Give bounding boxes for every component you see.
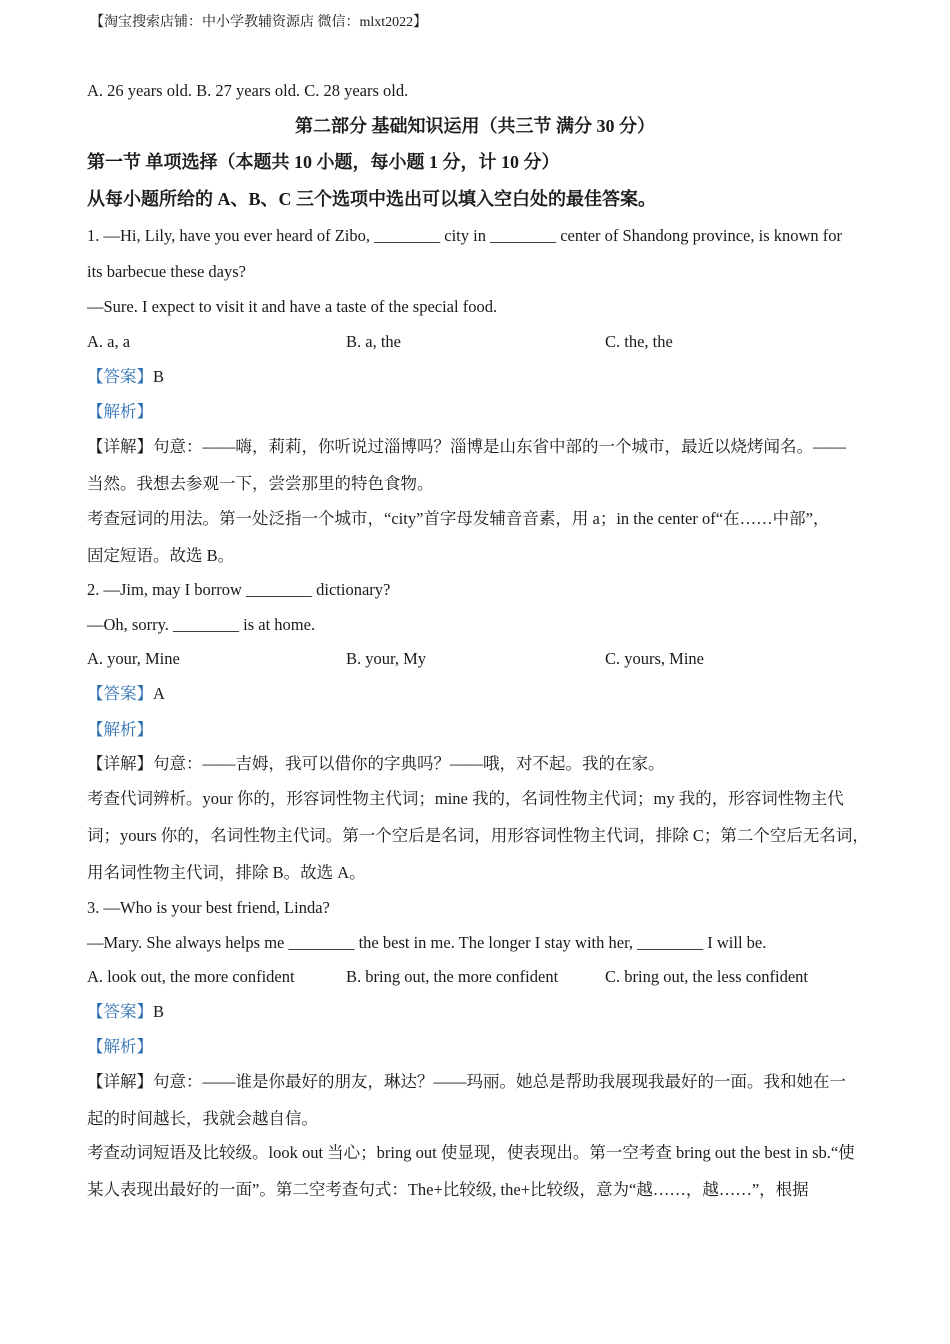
- question-stem: 3. —Who is your best friend, Linda?: [87, 898, 330, 917]
- question-stem: its barbecue these days?: [87, 262, 246, 281]
- analysis-label: 【解析】: [87, 1037, 153, 1056]
- answer-value: B: [153, 367, 165, 386]
- answer-label: 【答案】: [87, 1002, 153, 1021]
- option-c: C. the, the: [605, 332, 673, 351]
- subsection-title: 第一节 单项选择（本题共 10 小题，每小题 1 分，计 10 分）: [87, 152, 560, 172]
- option-a: A. your, Mine: [87, 649, 180, 668]
- answer-value: A: [153, 684, 165, 703]
- question-stem: —Sure. I expect to visit it and have a taste of the special food.: [87, 297, 498, 316]
- answer-label: 【答案】: [87, 367, 153, 386]
- option-b: B. your, My: [346, 649, 427, 668]
- option-a: A. look out, the more confident: [87, 967, 295, 986]
- analysis-label: 【解析】: [87, 720, 153, 739]
- answer-line: [87, 1002, 164, 1022]
- detail-text: 某人表现出最好的一面”。第二空考查句式：The+比较级, the+比较级，意为“越……，越……”，根据: [87, 1180, 809, 1199]
- shop-header: 【淘宝搜索店铺：中小学教辅资源店 微信：mlxt2022】: [90, 15, 428, 30]
- detail-text: 考查动词短语及比较级。look out 当心；bring out 使显现，使表现出。第一空考查 bring out the best in sb.“使: [87, 1143, 855, 1162]
- section-title: 第二部分 基础知识运用（共三节 满分 30 分）: [295, 116, 655, 136]
- detail-text: 词；yours 你的，名词性物主代词。第一个空后是名词，用形容词性物主代词，排除 C；第二个空后无名词，: [87, 826, 869, 845]
- instruction: 从每小题所给的 A、B、C 三个选项中选出可以填入空白处的最佳答案。: [87, 189, 657, 209]
- answer-line: [87, 367, 164, 387]
- option-c: C. bring out, the less confident: [605, 967, 809, 986]
- question-stem: 2. —Jim, may I borrow ________ dictionary?: [87, 580, 391, 599]
- previous-question-options: A. 26 years old. B. 27 years old. C. 28 years old.: [87, 81, 409, 100]
- detail-text: 用名词性物主代词，排除 B。故选 A。: [87, 863, 366, 882]
- option-b: B. a, the: [346, 332, 401, 351]
- option-c: C. yours, Mine: [605, 649, 704, 668]
- detail-text: 当然。我想去参观一下，尝尝那里的特色食物。: [87, 474, 434, 493]
- option-a: A. a, a: [87, 332, 131, 351]
- detail-text: 考查代词辨析。your 你的，形容词性物主代词；mine 我的，名词性物主代词；my 我的，形容词性物主代: [87, 789, 844, 808]
- answer-value: B: [153, 1002, 165, 1021]
- analysis-label: 【解析】: [87, 402, 153, 421]
- detail-text: 考查冠词的用法。第一处泛指一个城市，“city”首字母发辅音音素，用 a；in the center of“在……中部”，: [87, 509, 830, 528]
- option-b: B. bring out, the more confident: [346, 967, 559, 986]
- answer-label: 【答案】: [87, 684, 153, 703]
- detail-text: 固定短语。故选 B。: [87, 546, 235, 565]
- answer-line: [87, 684, 165, 704]
- question-stem: 1. —Hi, Lily, have you ever heard of Zibo, ________ city in ________ center of Shandong province, is known for: [87, 226, 843, 245]
- question-stem: —Oh, sorry. ________ is at home.: [87, 615, 316, 634]
- detail-text: 【详解】句意：——嗨，莉莉，你听说过淄博吗？淄博是山东省中部的一个城市，最近以烧烤闻名。——: [87, 437, 846, 456]
- detail-text: 【详解】句意：——谁是你最好的朋友，琳达？——玛丽。她总是帮助我展现我最好的一面。我和她在一: [87, 1072, 846, 1091]
- question-stem: —Mary. She always helps me ________ the best in me. The longer I stay with her, ________ I will be.: [87, 933, 767, 952]
- detail-text: 【详解】句意：——吉姆，我可以借你的字典吗？——哦，对不起。我的在家。: [87, 754, 665, 773]
- detail-text: 起的时间越长，我就会越自信。: [87, 1109, 318, 1128]
